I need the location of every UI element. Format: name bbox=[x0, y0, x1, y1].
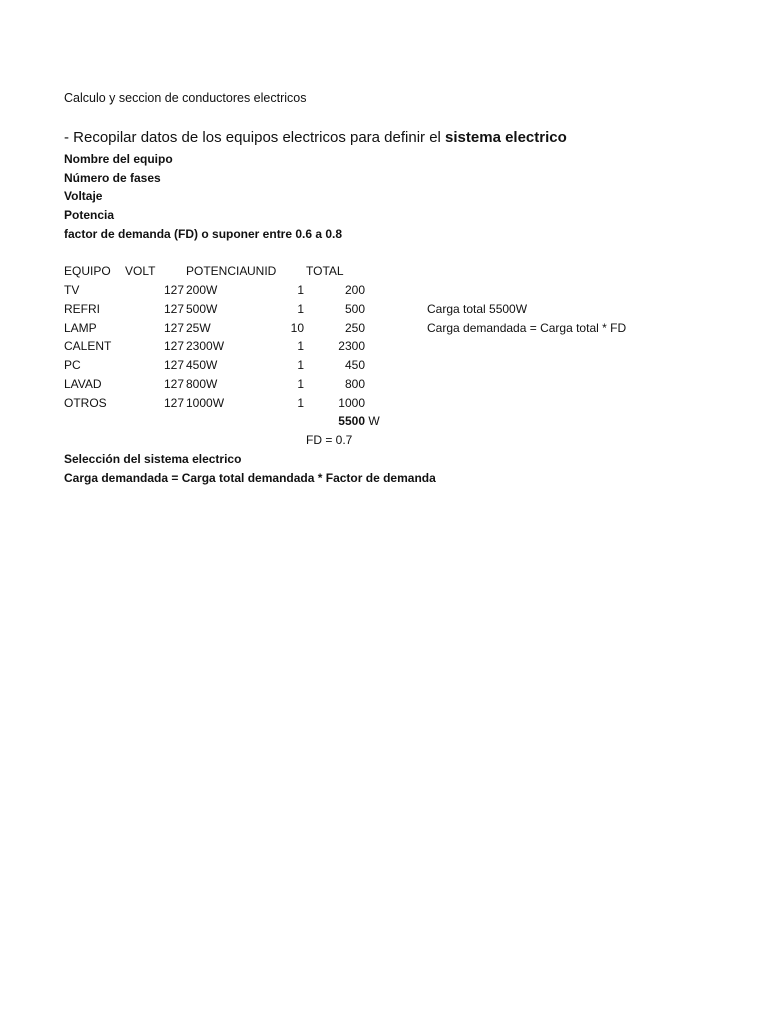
cell-volt: 127 bbox=[163, 396, 184, 410]
cell-potencia: 1000W bbox=[186, 396, 225, 410]
cell-unid: 1 bbox=[297, 339, 304, 353]
sum-value: 5500 bbox=[338, 414, 365, 428]
cell-potencia: 200W bbox=[186, 283, 218, 297]
sum-unit: W bbox=[368, 414, 380, 428]
list-item-factor: factor de demanda (FD) o suponer entre 0.6 a 0.8 bbox=[64, 227, 343, 241]
cell-total: 250 bbox=[344, 321, 365, 335]
table-row bbox=[0, 321, 768, 339]
list-item-fases: Número de fases bbox=[64, 171, 161, 185]
cell-volt: 127 bbox=[163, 377, 184, 391]
cell-potencia: 2300W bbox=[186, 339, 225, 353]
cell-unid: 10 bbox=[290, 321, 304, 335]
cell-volt: 127 bbox=[163, 358, 184, 372]
table-row bbox=[0, 358, 768, 376]
note-carga-demandada: Carga demandada = Carga total * FD bbox=[427, 321, 627, 335]
table-row bbox=[0, 377, 768, 395]
table-row bbox=[0, 339, 768, 357]
cell-potencia: 25W bbox=[186, 321, 211, 335]
cell-total: 800 bbox=[344, 377, 365, 391]
header-equipo: EQUIPO bbox=[64, 264, 111, 278]
cell-equipo: LAMP bbox=[64, 321, 97, 335]
list-item-potencia: Potencia bbox=[64, 208, 115, 222]
table-header bbox=[0, 264, 768, 282]
cell-volt: 127 bbox=[163, 302, 184, 316]
selection-heading: Selección del sistema electrico bbox=[64, 452, 242, 466]
table-row bbox=[0, 283, 768, 301]
cell-total: 450 bbox=[344, 358, 365, 372]
document-title: Calculo y seccion de conductores electricos bbox=[64, 91, 307, 105]
list-item-voltaje: Voltaje bbox=[64, 189, 103, 203]
header-volt: VOLT bbox=[125, 264, 156, 278]
cell-total: 1000 bbox=[338, 396, 365, 410]
cell-potencia: 500W bbox=[186, 302, 218, 316]
cell-unid: 1 bbox=[297, 396, 304, 410]
table-row bbox=[0, 302, 768, 320]
cell-equipo: PC bbox=[64, 358, 81, 372]
cell-equipo: CALENT bbox=[64, 339, 112, 353]
cell-volt: 127 bbox=[163, 283, 184, 297]
cell-unid: 1 bbox=[297, 283, 304, 297]
cell-total: 500 bbox=[344, 302, 365, 316]
cell-total: 2300 bbox=[338, 339, 365, 353]
cell-unid: 1 bbox=[297, 302, 304, 316]
cell-volt: 127 bbox=[163, 339, 184, 353]
cell-equipo: OTROS bbox=[64, 396, 107, 410]
cell-potencia: 450W bbox=[186, 358, 218, 372]
selection-formula: Carga demandada = Carga total demandada * Factor de demanda bbox=[64, 471, 436, 485]
section-heading-bold: sistema electrico bbox=[445, 129, 567, 146]
cell-potencia: 800W bbox=[186, 377, 218, 391]
section-heading bbox=[64, 129, 567, 147]
cell-equipo: LAVAD bbox=[64, 377, 102, 391]
table-row bbox=[0, 396, 768, 414]
cell-equipo: REFRI bbox=[64, 302, 100, 316]
table-sum bbox=[320, 414, 380, 428]
cell-volt: 127 bbox=[163, 321, 184, 335]
cell-total: 200 bbox=[344, 283, 365, 297]
cell-unid: 1 bbox=[297, 377, 304, 391]
header-unid: UNID bbox=[247, 264, 277, 278]
header-potencia: POTENCIA bbox=[186, 264, 248, 278]
section-heading-text: - Recopilar datos de los equipos electricos para definir el bbox=[64, 129, 446, 146]
note-carga-total: Carga total 5500W bbox=[427, 302, 528, 316]
fd-value: FD = 0.7 bbox=[306, 433, 353, 447]
cell-equipo: TV bbox=[64, 283, 80, 297]
cell-unid: 1 bbox=[297, 358, 304, 372]
list-item-nombre: Nombre del equipo bbox=[64, 152, 173, 166]
header-total: TOTAL bbox=[306, 264, 344, 278]
